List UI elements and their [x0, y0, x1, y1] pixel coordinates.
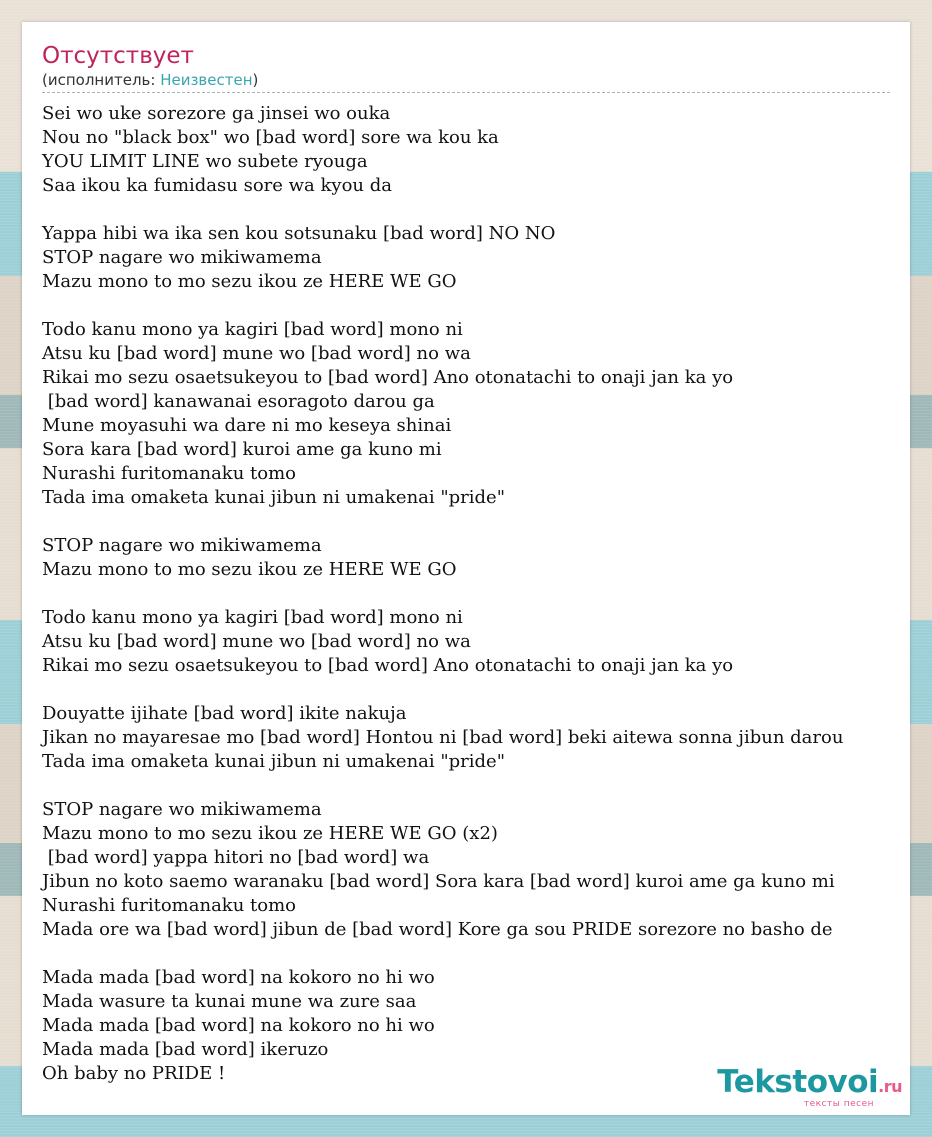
- lyric-line: STOP nagare wo mikiwamema: [42, 535, 322, 556]
- lyric-line: Atsu ku [bad word] mune wo [bad word] no wa: [42, 631, 471, 652]
- lyric-line: STOP nagare wo mikiwamema: [42, 799, 322, 820]
- lyric-line: Tada ima omaketa kunai jibun ni umakenai "pride": [42, 751, 505, 772]
- lyric-line: [bad word] kanawanai esoragoto darou ga: [42, 391, 435, 412]
- lyric-line: STOP nagare wo mikiwamema: [42, 247, 322, 268]
- lyric-line: Todo kanu mono ya kagiri [bad word] mono ni: [42, 607, 463, 628]
- lyric-line: [42, 198, 932, 222]
- lyric-line: Atsu ku [bad word] mune wo [bad word] no wa: [42, 343, 471, 364]
- lyric-line: Todo kanu mono ya kagiri [bad word] mono ni: [42, 319, 463, 340]
- artist-suffix: ): [252, 71, 259, 89]
- artist-line: [42, 70, 890, 90]
- lyric-line: Saa ikou ka fumidasu sore wa kyou da: [42, 175, 392, 196]
- lyric-line: Mada wasure ta kunai mune wa zure saa: [42, 991, 417, 1012]
- lyric-line: Jikan no mayaresae mo [bad word] Hontou ni [bad word] beki aitewa sonna jibun darou: [42, 727, 844, 748]
- artist-link[interactable]: Неизвестен: [160, 71, 253, 89]
- lyric-line: Sora kara [bad word] kuroi ame ga kuno mi: [42, 439, 442, 460]
- lyric-line: [42, 942, 932, 966]
- lyric-line: Mada mada [bad word] na kokoro no hi wo: [42, 1015, 435, 1036]
- logo-tld: .ru: [878, 1077, 902, 1096]
- lyric-line: Sei wo uke sorezore ga jinsei wo ouka: [42, 103, 391, 124]
- lyric-line: Mazu mono to mo sezu ikou ze HERE WE GO: [42, 271, 457, 292]
- lyric-line: Nurashi furitomanaku tomo: [42, 895, 296, 916]
- lyric-line: Oh baby no PRIDE !: [42, 1063, 226, 1084]
- lyric-line: YOU LIMIT LINE wo subete ryouga: [42, 151, 368, 172]
- lyric-line: Mazu mono to mo sezu ikou ze HERE WE GO (x2): [42, 823, 498, 844]
- lyric-line: Tada ima omaketa kunai jibun ni umakenai "pride": [42, 487, 505, 508]
- logo-name: Tekstovoi: [717, 1064, 879, 1100]
- lyric-line: [bad word] yappa hitori no [bad word] wa: [42, 847, 430, 868]
- lyric-line: Mada ore wa [bad word] jibun de [bad word] Kore ga sou PRIDE sorezore no basho de: [42, 919, 833, 940]
- lyric-line: Yappa hibi wa ika sen kou sotsunaku [bad word] NO NO: [42, 223, 556, 244]
- song-title: Отсутствует: [42, 43, 194, 69]
- lyric-line: Mada mada [bad word] ikeruzo: [42, 1039, 329, 1060]
- logo-tagline: тексты песен: [803, 1099, 874, 1109]
- lyric-line: [42, 582, 932, 606]
- site-logo[interactable]: [717, 1066, 902, 1109]
- lyric-line: Mazu mono to mo sezu ikou ze HERE WE GO: [42, 559, 457, 580]
- lyric-line: [42, 774, 932, 798]
- song-header: [42, 42, 890, 93]
- lyric-line: Nou no "black box" wo [bad word] sore wa kou ka: [42, 127, 499, 148]
- lyric-line: [42, 510, 932, 534]
- lyric-line: Rikai mo sezu osaetsukeyou to [bad word] Ano otonatachi to onaji jan ka yo: [42, 367, 734, 388]
- lyric-line: Douyatte ijihate [bad word] ikite nakuja: [42, 703, 407, 724]
- logo-wordmark: [717, 1066, 902, 1103]
- lyric-line: [42, 678, 932, 702]
- lyrics-text: [42, 102, 932, 1086]
- lyrics-card: [22, 22, 910, 1115]
- lyric-line: Mada mada [bad word] na kokoro no hi wo: [42, 967, 435, 988]
- lyric-line: Rikai mo sezu osaetsukeyou to [bad word] Ano otonatachi to onaji jan ka yo: [42, 655, 734, 676]
- lyric-line: [42, 294, 932, 318]
- lyric-line: Nurashi furitomanaku tomo: [42, 463, 296, 484]
- lyric-line: Mune moyasuhi wa dare ni mo keseya shinai: [42, 415, 452, 436]
- artist-prefix: (исполнитель:: [42, 71, 161, 89]
- lyric-line: Jibun no koto saemo waranaku [bad word] Sora kara [bad word] kuroi ame ga kuno mi: [42, 871, 835, 892]
